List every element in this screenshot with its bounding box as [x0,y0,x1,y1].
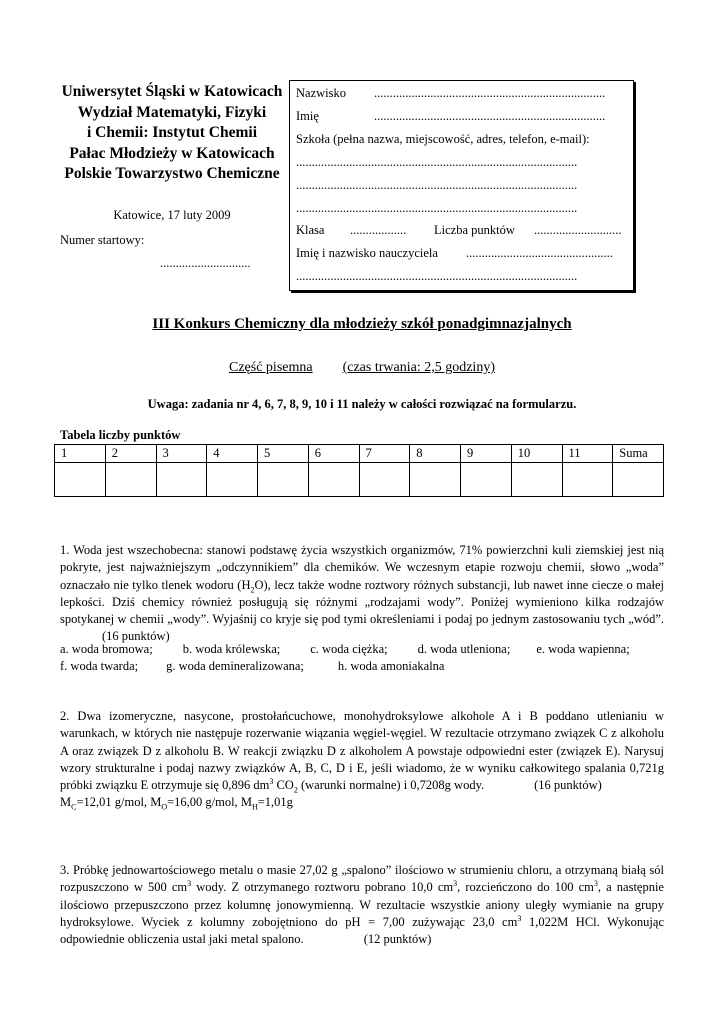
table-header-row [55,445,664,463]
options-row [60,641,664,658]
school-label: Szkoła (pełna nazwa, miejscowość, adres, telefon, e-mail): [296,132,590,146]
options-row [60,658,664,675]
table-header-cell: 2 [105,445,156,463]
subtitle [0,360,724,376]
superscript: 3 [453,879,458,889]
option-item: f. woda twarda; [60,659,139,674]
table-value-row [55,463,664,497]
school-field-line[interactable]: .......................................................................................... [296,201,578,215]
task-3-text: 1,022M HCl. Wykonując odpowiednie obliczenia ustal jaki metal spalono. [60,914,664,947]
task-3-text: , rozcieńczono do 100 cm [457,880,594,895]
class-label: Klasa [296,223,325,237]
task-1 [60,542,664,646]
institution-line: Polskie Towarzystwo Chemiczne [64,165,280,182]
option-item: a. woda bromowa; [60,642,153,656]
school-field-line[interactable]: .......................................................................................... [296,155,578,169]
points-cell[interactable] [55,463,106,497]
points-cell[interactable] [105,463,156,497]
page-title: III Konkurs Chemiczny dla młodzieży szkół ponadgimnazjalnych [152,316,572,332]
task-2 [60,708,664,812]
task-3-text: , a następnie ilościowo przepuszczono przez kolumnę jonowymienną. W rezultacie wszystkie aniony uległy wymianie na grupy hydroksylowe. Wyciek z kolumny zobojętniono do pH = 7,00 zużywając 23,0 cm [60,880,664,929]
task-3-points: (12 punktów) [363,932,432,947]
surname-label: Nazwisko [296,86,346,100]
table-header-cell: 9 [461,445,512,463]
table-header-cell: 1 [55,445,106,463]
points-cell[interactable] [359,463,410,497]
start-number-field[interactable]: ............................. [160,256,251,270]
option-item: e. woda wapienna; [536,642,630,656]
table-header-cell: 7 [359,445,410,463]
subscript: 2 [250,585,255,595]
institution-block [52,82,292,185]
option-item: b. woda królewska; [182,642,281,656]
extra-field-line[interactable]: .......................................................................................... [296,269,578,283]
participant-form-box [289,80,634,291]
teacher-label: Imię i nazwisko nauczyciela [296,246,438,260]
option-item: d. woda utleniona; [417,642,511,656]
table-header-cell: 10 [511,445,562,463]
superscript: 3 [269,777,274,787]
points-cell[interactable] [308,463,359,497]
teacher-field[interactable]: ............................................... [466,246,613,260]
name-field[interactable]: .......................................................................... [374,109,606,123]
school-field-line[interactable]: .......................................................................................... [296,178,578,192]
points-table [54,444,664,497]
note: Uwaga: zadania nr 4, 6, 7, 8, 9, 10 i 11 należy w całości rozwiązać na formularzu. [147,397,577,411]
task-1-text: O), lecz także wodne roztwory różnych substancji, lub nawet inne ciecze o małej lepkości. Dziś chemicy również posługują się różnymi „rodzajami wody”. Poniżej wymieniono kilka rodzajów spotykanej w chemii „wody”. Wyjaśnij co kryje się pod tymi określeniami i podaj po jednym zastosowaniu tych „wód”. [60,577,664,627]
table-header-cell: 3 [156,445,207,463]
part-label: Część pisemna [229,360,313,375]
superscript: 3 [517,913,522,923]
name-label: Imię [296,109,319,123]
points-cell[interactable] [461,463,512,497]
option-item: g. woda demineralizowana; [166,659,304,674]
task-2-text: (warunki normalne) i 0,7208g wody. [297,778,485,793]
molar-masses: $M_C=12,01$ g/mol, $M_O=16,00$ g/mol, $M_H=1,01g$ [60,795,293,812]
class-field[interactable]: .................. [350,223,407,237]
surname-field[interactable]: .......................................................................... [374,86,606,100]
points-label: Liczba punktów [434,223,515,237]
option-item: c. woda ciężka; [310,642,388,656]
table-header-cell: 6 [308,445,359,463]
date: Katowice, 17 luty 2009 [113,208,231,222]
points-cell[interactable] [207,463,258,497]
task-2-text: 2. Dwa izomeryczne, nasycone, prostołańcuchowe, monohydroksylowe alkohole A i B poddano utlenianiu w warunkach, w których nie następuje rozerwanie wiązania węgiel-węgiel. W rezultacie otrzymano związek C z alkoholu A oraz związek D z alkoholu B. W reakcji związku D z alkoholem A powstaje odpowiedni ester (związek E). Narysuj wzory strukturalne i podaj nazwy związków A, B, C, D i E, jeśli wiadomo, że w wyniku całkowitego spalania 0,721g próbki związku E otrzymuje się 0,896 dm [60,709,664,793]
points-cell[interactable] [562,463,613,497]
institution-line: Pałac Młodzieży w Katowicach [69,144,275,162]
institution-line: i Chemii: Instytut Chemii [86,124,258,141]
institution-line: Wydział Matematyki, Fizyki [77,103,267,121]
points-cell[interactable] [156,463,207,497]
superscript: 3 [593,879,598,889]
task-2-points: (16 punktów) [534,778,602,793]
task-2-text: CO [273,778,294,793]
task-1-text: 1. Woda jest wszechobecna: stanowi podstawę życia wszystkich organizmów, 71% powierzchni kuli ziemskiej jest nią pokryte, jest najważniejszym „odczynnikiem” dla chemików. We wczesnym etapie rozwoju chemii, słowo „woda” oznaczało nie tylko tlenek wodoru (H [60,543,664,592]
table-header-cell: 5 [258,445,309,463]
task-1-options [60,641,664,676]
points-cell[interactable] [410,463,461,497]
points-cell[interactable] [613,463,664,497]
task-3-text: 3. Próbkę jednowartościowego metalu o masie 27,02 g „spalono” ilościowo w strumieniu chloru, a otrzymaną białą sól rozpuszczono w 500 cm [60,863,664,895]
points-field[interactable]: ............................ [534,223,622,237]
subscript: 2 [293,785,298,795]
task-1-points: (16 punktów) [102,629,170,644]
points-cell[interactable] [511,463,562,497]
institution-line: Uniwersytet Śląski w Katowicach [61,83,283,100]
table-header-cell: 4 [207,445,258,463]
table-header-cell: 11 [562,445,613,463]
start-number-label: Numer startowy: [60,233,145,247]
table-header-cell: Suma [613,445,664,463]
points-cell[interactable] [258,463,309,497]
superscript: 3 [187,879,192,889]
task-3 [60,862,664,948]
duration-label: (czas trwania: 2,5 godziny) [342,360,495,375]
task-3-text: wody. Z otrzymanego roztworu pobrano 10,0 cm [191,880,454,895]
table-header-cell: 8 [410,445,461,463]
option-item: h. woda amoniakalna [337,659,445,674]
points-table-label: Tabela liczby punktów [60,428,181,442]
